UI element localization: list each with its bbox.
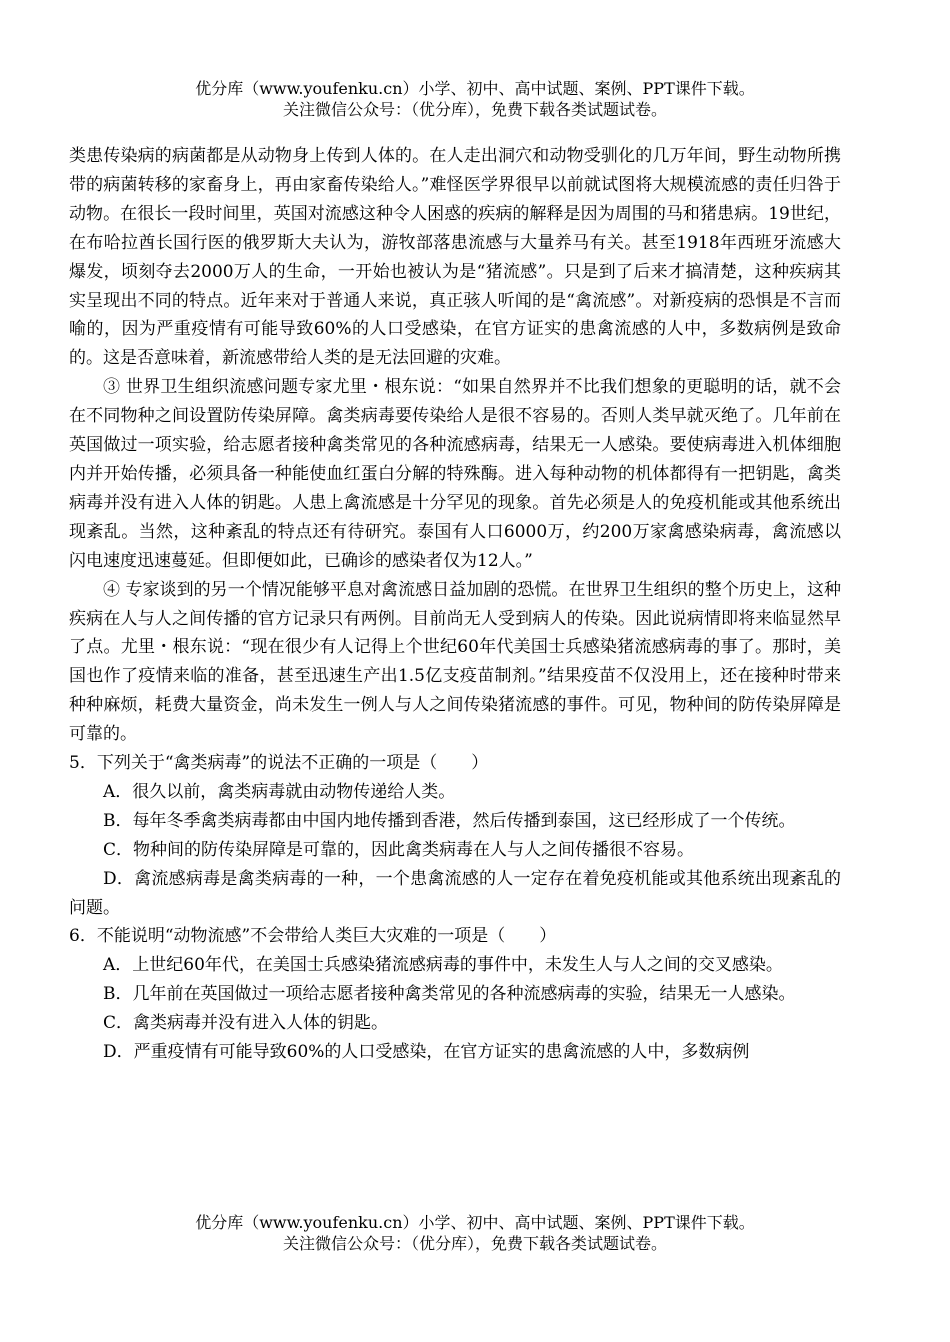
question-stem: 6．不能说明“动物流感”不会带给人类巨大灾难的一项是（ ） [69, 926, 557, 947]
question-6 [69, 922, 841, 1067]
header-banner [0, 78, 950, 120]
question-option: B．几年前在英国做过一项给志愿者接种禽类常见的各种流感病毒的实验，结果无一人感染。 [103, 984, 796, 1005]
footer-line-1: 优分库（www.youfenku.cn）小学、初中、高中试题、案例、PPT课件下载。 [195, 1213, 755, 1232]
footer-banner [0, 1212, 950, 1254]
question-5 [69, 749, 841, 922]
question-option: B．每年冬季禽类病毒都由中国内地传播到香港，然后传播到泰国，这已经形成了一个传统。 [103, 810, 796, 831]
document-body [69, 142, 841, 1067]
passage-paragraph-3: ③ 世界卫生组织流感问题专家尤里・根东说：“如果自然界并不比我们想象的更聪明的话，就不会在不同物种之间设置防传染屏障。禽类病毒要传染给人是很不容易的。否则人类早就灭绝了。几年前在英国做过一项实验，给志愿者接种禽类常见的各种流感病毒，结果无一人感染。要使病毒进入机体细胞内并开始传播，必须具备一种能使血红蛋白分解的特殊酶。进入每种动物的机体都得有一把钥匙，禽类病毒并没有进入人体的钥匙。人患上禽流感是十分罕见的现象。首先必须是人的免疫机能或其他系统出现紊乱。当然，这种紊乱的特点还有待研究。泰国有人口6000万，约200万家禽感染病毒，禽流感以闪电速度迅速蔓延。但即便如此，已确诊的感染者仅为12人。” [69, 377, 841, 571]
question-option: D．禽流感病毒是禽类病毒的一种，一个患禽流感的人一定存在着免疫机能或其他系统出现紊乱的问题。 [69, 868, 841, 918]
header-line-1: 优分库（www.youfenku.cn）小学、初中、高中试题、案例、PPT课件下载。 [195, 79, 755, 98]
footer-line-2: 关注微信公众号：（优分库），免费下载各类试题试卷。 [282, 1234, 667, 1253]
question-option: C．禽类病毒并没有进入人体的钥匙。 [103, 1013, 389, 1034]
header-line-2: 关注微信公众号：（优分库），免费下载各类试题试卷。 [282, 100, 667, 119]
question-option: D．严重疫情有可能导致60%的人口受感染，在官方证实的患禽流感的人中，多数病例 [103, 1042, 750, 1063]
question-option: A．很久以前，禽类病毒就由动物传递给人类。 [103, 781, 456, 802]
passage-paragraph-2-continued: 类患传染病的病菌都是从动物身上传到人体的。在人走出洞穴和动物受驯化的几万年间，野生动物所携带的病菌转移的家畜身上，再由家畜传染给人。”难怪医学界很早以前就试图将大规模流感的责任归咎于动物。在很长一段时间里，英国对流感这种令人困惑的疾病的解释是因为周围的马和猪患病。19世纪，在布哈拉酋长国行医的俄罗斯大夫认为，游牧部落患流感与大量养马有关。甚至1918年西班牙流感大爆发，顷刻夺去2000万人的生命，一开始也被认为是“猪流感”。只是到了后来才搞清楚，这种疾病其实呈现出不同的特点。近年来对于普通人来说，真正骇人听闻的是“禽流感”。对新疫病的恐惧是不言而喻的，因为严重疫情有可能导致60%的人口受感染，在官方证实的患禽流感的人中，多数病例是致命的。这是否意味着，新流感带给人类的是无法回避的灾难。 [69, 146, 841, 369]
passage-paragraph-4: ④ 专家谈到的另一个情况能够平息对禽流感日益加剧的恐慌。在世界卫生组织的整个历史上，这种疾病在人与人之间传播的官方记录只有两例。目前尚无人受到病人的传染。因此说病情即将来临显然早了点。尤里・根东说：“现在很少有人记得上个世纪60年代美国士兵感染猪流感病毒的事了。那时，美国也作了疫情来临的准备，甚至迅速生产出1.5亿支疫苗制剂。”结果疫苗不仅没用上，还在接种时带来种种麻烦，耗费大量资金，尚未发生一例人与人之间传染猪流感的事件。可见，物种间的防传染屏障是可靠的。 [69, 579, 841, 745]
question-stem: 5．下列关于“禽类病毒”的说法不正确的一项是（ ） [69, 753, 489, 774]
question-option: C．物种间的防传染屏障是可靠的，因此禽类病毒在人与人之间传播很不容易。 [103, 839, 695, 860]
question-option: A．上世纪60年代，在美国士兵感染猪流感病毒的事件中，未发生人与人之间的交叉感染。 [103, 955, 783, 976]
